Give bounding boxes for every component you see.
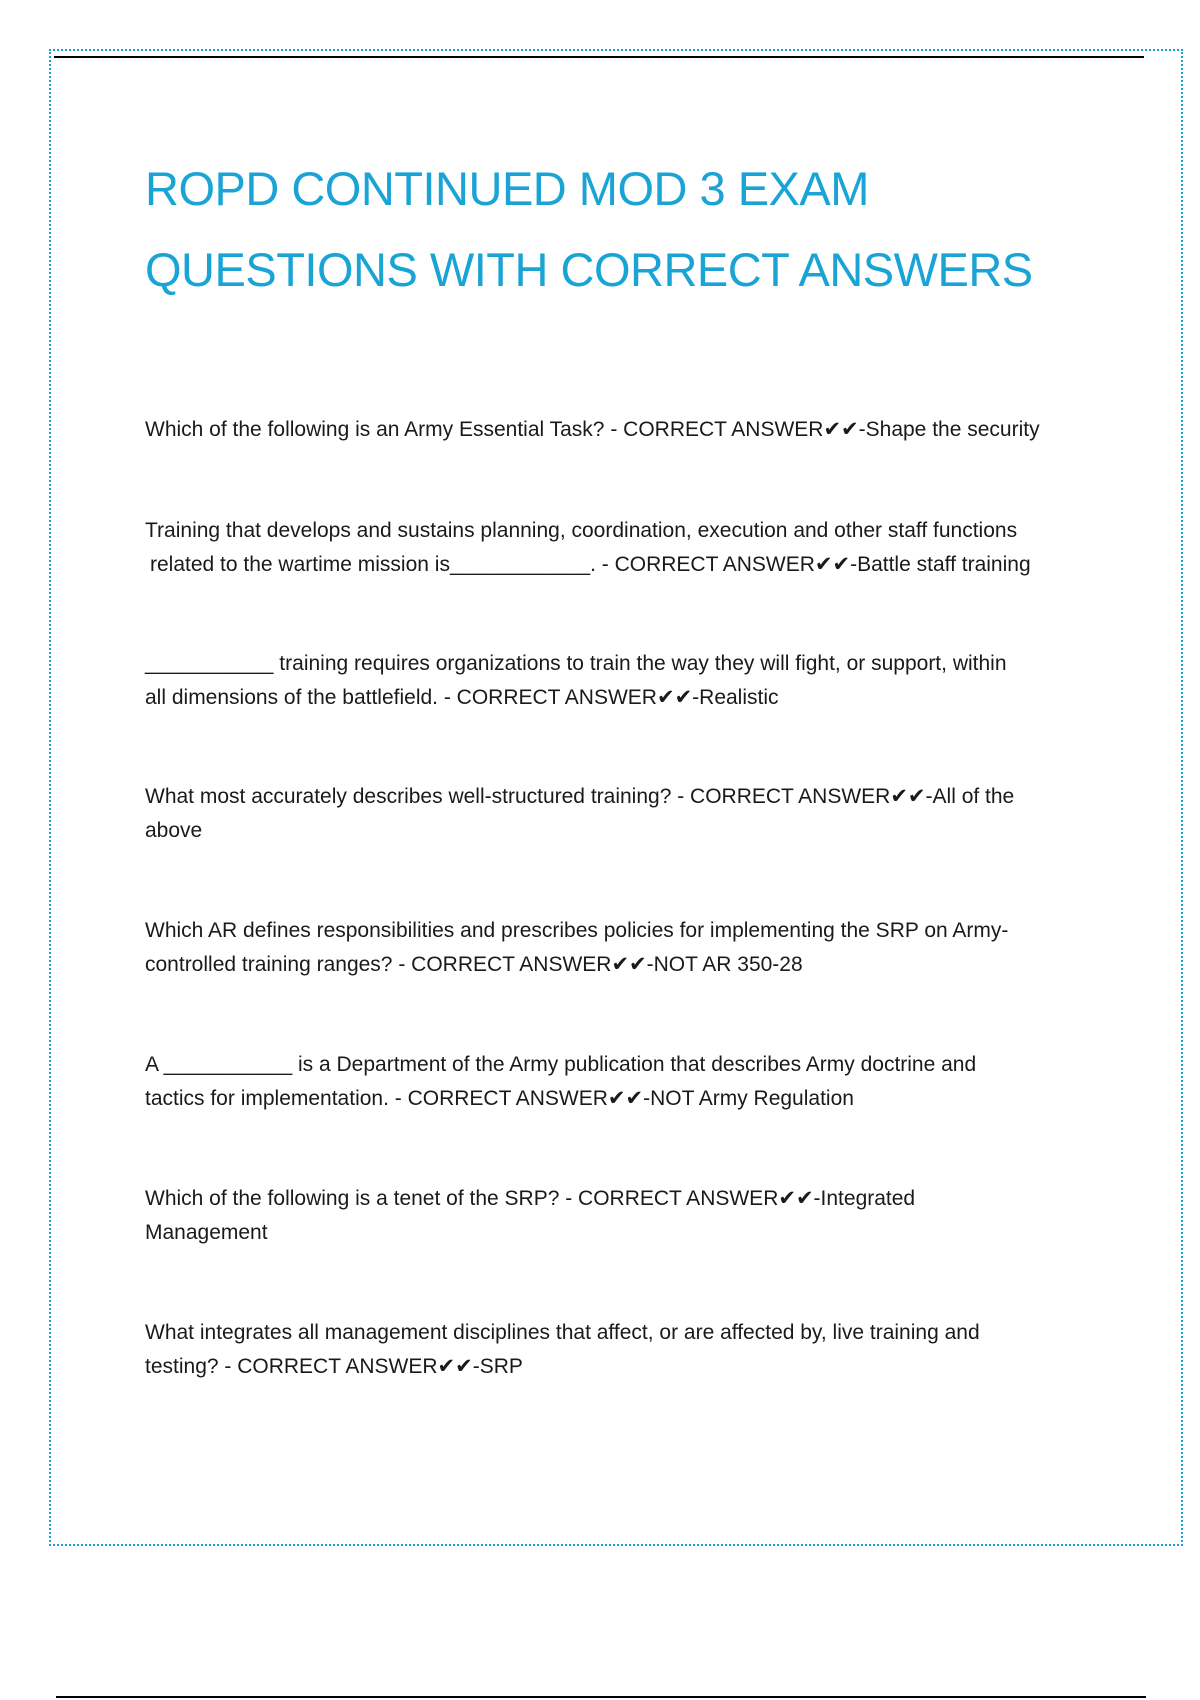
qa-line: above — [145, 819, 203, 842]
qa-item-6 — [145, 1048, 1100, 1116]
qa-line: controlled training ranges? - CORRECT ANSWER✔✔-NOT AR 350-28 — [145, 953, 803, 976]
qa-item-1 — [145, 413, 1100, 447]
qa-item-2 — [145, 514, 1100, 582]
qa-line: Which of the following is an Army Essential Task? - CORRECT ANSWER✔✔-Shape the security — [145, 418, 1040, 441]
qa-item-4 — [145, 780, 1100, 848]
qa-line: What integrates all management disciplines that affect, or are affected by, live training and — [145, 1321, 980, 1344]
qa-item-3 — [145, 647, 1100, 715]
qa-line: Which AR defines responsibilities and prescribes policies for implementing the SRP on Army- — [145, 919, 1009, 942]
qa-line: testing? - CORRECT ANSWER✔✔-SRP — [145, 1355, 523, 1378]
title-line: QUESTIONS WITH CORRECT ANSWERS — [145, 243, 1033, 296]
qa-line: tactics for implementation. - CORRECT ANSWER✔✔-NOT Army Regulation — [145, 1087, 854, 1110]
qa-item-8 — [145, 1316, 1100, 1384]
qa-line: related to the wartime mission is____________. - CORRECT ANSWER✔✔-Battle staff training — [150, 553, 1031, 576]
qa-line: Which of the following is a tenet of the SRP? - CORRECT ANSWER✔✔-Integrated — [145, 1187, 916, 1210]
qa-line: Training that develops and sustains planning, coordination, execution and other staff functions — [145, 519, 1018, 542]
qa-line: all dimensions of the battlefield. - CORRECT ANSWER✔✔-Realistic — [145, 686, 779, 709]
qa-item-5 — [145, 914, 1100, 982]
title-line: ROPD CONTINUED MOD 3 EXAM — [145, 162, 869, 215]
footer-rule — [56, 1696, 1146, 1698]
qa-line: A ___________ is a Department of the Army publication that describes Army doctrine and — [145, 1053, 977, 1076]
qa-line: What most accurately describes well-structured training? - CORRECT ANSWER✔✔-All of the — [145, 785, 1015, 808]
qa-item-7 — [145, 1182, 1100, 1250]
document-title — [145, 148, 1125, 310]
header-rule — [54, 56, 1144, 58]
qa-line: ___________ training requires organizations to train the way they will fight, or support, within — [145, 652, 1007, 675]
qa-line: Management — [145, 1221, 268, 1244]
